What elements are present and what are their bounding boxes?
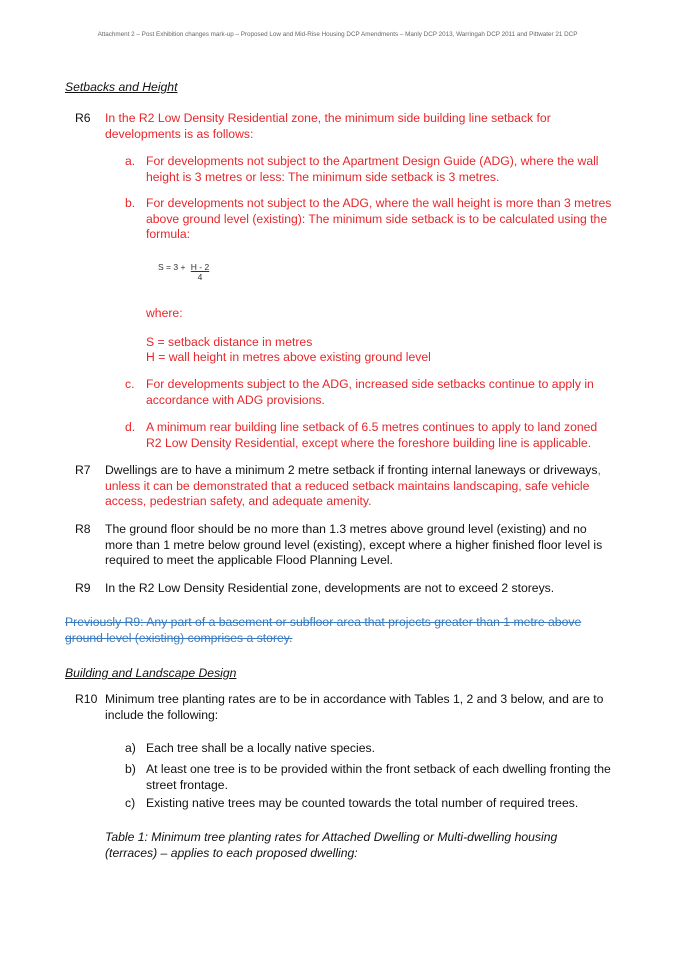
rule-text: Minimum tree planting rates are to be in accordance with Tables 1, 2 and 3 below, and are to include the following:	[105, 692, 604, 722]
rule-number: R7	[75, 463, 91, 477]
rule-text-amendment: , unless it can be demonstrated that a reduced setback maintains landscaping, safe vehicle access, pedestrian safety, and adequate amenity.	[105, 463, 601, 508]
list-text: For developments not subject to the Apartment Design Guide (ADG), where the wall height is 3 metres or less: The minimum side setback is 3 metres.	[146, 154, 599, 184]
rule-number: R6	[75, 111, 91, 125]
rule-number: R10	[75, 692, 98, 706]
rule-text: In the R2 Low Density Residential zone, developments are not to exceed 2 storeys.	[105, 581, 555, 595]
list-label: d.	[125, 420, 136, 434]
list-text: A minimum rear building line setback of 6.5 metres continues to apply to land zoned R2 Low Density Residential, except where the foreshore building line is applicable.	[146, 420, 598, 450]
list-text: Existing native trees may be counted towards the total number of required trees.	[146, 796, 579, 810]
rule-text	[105, 463, 615, 510]
setback-formula	[158, 262, 209, 282]
rule-text-original: Dwellings are to have a minimum 2 metre setback if fronting internal laneways or driveways	[105, 463, 598, 477]
rule-text: In the R2 Low Density Residential zone, the minimum side building line setback for developments is as follows:	[105, 111, 551, 141]
list-label: c.	[125, 377, 135, 391]
list-item-r10-c	[125, 796, 615, 812]
list-text: Each tree shall be a locally native species.	[146, 741, 375, 755]
list-text: At least one tree is to be provided within the front setback of each dwelling fronting the street frontage.	[146, 762, 611, 792]
table-1-caption: Table 1: Minimum tree planting rates for Attached Dwelling or Multi-dwelling housing (terraces) – applies to each proposed dwelling:	[105, 830, 558, 860]
rule-number: R8	[75, 522, 91, 536]
page-header: Attachment 2 – Post Exhibition changes mark-up – Proposed Low and Mid-Rise Housing DCP Amendments – Manly DCP 2013, Warringah DCP 2011 and Pittwater 21 DCP	[97, 31, 578, 38]
formula-numerator: H - 2	[190, 262, 210, 272]
deleted-previous-r9: Previously R9: Any part of a basement or subfloor area that projects greater than 1 metre above ground level (existing) comprises a storey.	[65, 615, 582, 645]
list-label: b)	[125, 762, 136, 776]
where-label: where:	[146, 306, 183, 320]
formula-denominator: 4	[197, 272, 203, 282]
list-label: a)	[125, 741, 136, 755]
rule-number: R9	[75, 581, 91, 595]
section-title-setbacks: Setbacks and Height	[65, 80, 178, 94]
section-title-building-landscape: Building and Landscape Design	[65, 666, 237, 680]
list-label: a.	[125, 154, 136, 168]
list-item-r10-b	[125, 762, 615, 793]
rule-r10	[75, 692, 615, 723]
rule-r8	[75, 522, 615, 569]
list-item-r6-d	[125, 420, 615, 451]
list-item-r6-b	[125, 196, 615, 243]
list-item-r6-a	[125, 154, 615, 185]
list-label: c)	[125, 796, 136, 810]
list-text: For developments not subject to the ADG, where the wall height is more than 3 metres above ground level (existing): The minimum side setback is to be calculated using the formula:	[146, 196, 612, 241]
formula-left: S = 3 +	[158, 262, 186, 272]
rule-r9	[75, 581, 615, 597]
rule-text: The ground floor should be no more than 1.3 metres above ground level (existing) and no more than 1 metre below ground level (existing), except where a higher finished floor level is required to meet the applicable Flood Planning Level.	[105, 522, 603, 567]
h-definition: H = wall height in metres above existing ground level	[146, 350, 431, 364]
list-label: b.	[125, 196, 136, 210]
formula-fraction	[191, 262, 209, 282]
s-definition: S = setback distance in metres	[146, 335, 313, 349]
rule-r7	[75, 463, 615, 510]
list-text: For developments subject to the ADG, increased side setbacks continue to apply in accordance with ADG provisions.	[146, 377, 594, 407]
list-item-r10-a	[125, 741, 615, 757]
list-item-r6-c	[125, 377, 615, 408]
rule-r6	[75, 111, 615, 142]
